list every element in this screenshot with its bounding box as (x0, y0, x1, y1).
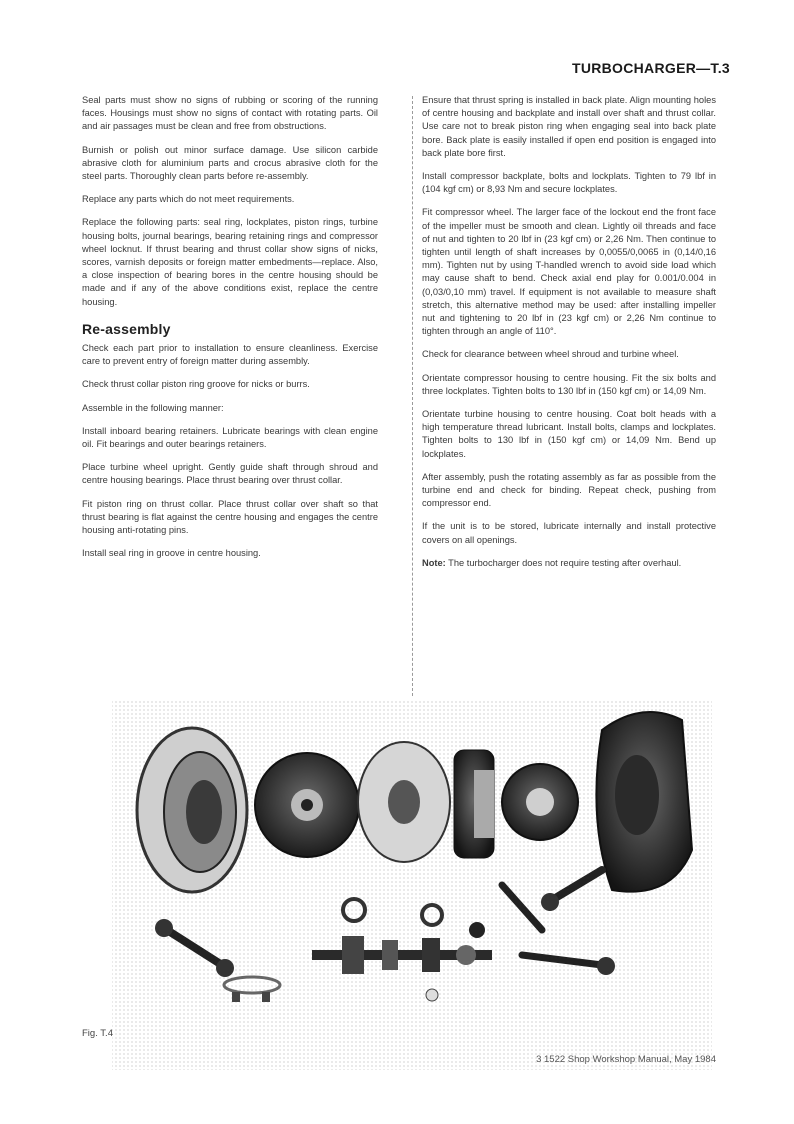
paragraph: After assembly, push the rotating assembly as far as possible from the turbine end and check for binding. Repeat check, pushing from compressor end. (422, 471, 716, 509)
paragraph: Install compressor backplate, bolts and lockplats. Tighten to 79 lbf in (104 kgf cm) or 8,93 Nm and secure lockplates. (422, 171, 716, 195)
paragraph: Assemble in the following manner: (82, 402, 224, 413)
paragraph: Replace any parts which do not meet requirements. (82, 194, 295, 205)
paragraph: Install inboard bearing retainers. Lubricate bearings with clean engine oil. Fit bearings and outer bearings retainers. (82, 425, 378, 450)
figure-label: Fig. T.4 (82, 1028, 113, 1039)
paragraph: Replace the following parts: seal ring, lockplates, piston rings, turbine housing bolts, journal bearings, bearing retaining rings and compressor wheel locknut. If thrust bearing and thrust collar show signs of nicks, scores, varnish deposits or foreign matter embedments—replace. Also, a close inspection of bearing bores in the centre housing should be made and if any of the above conditions exist, replace the centre housing. (82, 217, 378, 307)
column-divider (412, 96, 413, 696)
page-footer: 3 1522 Shop Workshop Manual, May 1984 (536, 1054, 716, 1065)
note-label: Note: (422, 557, 446, 568)
seal-plate (358, 742, 450, 862)
paragraph: Burnish or polish out minor surface damage. Use silicon carbide abrasive cloth for aluminium parts and crocus abrasive cloth for the steel parts. Thoroughly clean parts before re-assembly. (82, 144, 378, 182)
paragraph: Fit piston ring on thrust collar. Place thrust collar over shaft so that thrust bearing is flat against the centre housing and engages the centre housing anti-rotating pins. (82, 498, 378, 536)
paragraph: Fit compressor wheel. The larger face of the lockout end the front face of the impeller must be smooth and clean. Lightly oil threads and face of nut and tighten to 20 lbf in (23 kgf cm) or 2,26 Nm. Then continue to tighten until length of shaft increases by 0,0055/0,0065 in (0,14/0,16 mm). Tighten nut by using T-handled wrench to avoid side load which may cause shaft to bend. Check axial end play for 0.001/0.004 in (0,03/0,10 mm) travel. If equipment is not available to measure shaft stretch, this alternative method may be used: after installing impeller nut and tightening to 20 lbf in (23 kgf cm) or 2,26 Nm continue to tighten through an angle of 110°. (422, 207, 716, 337)
right-column (422, 94, 716, 580)
paragraph: If the unit is to be stored, lubricate internally and install protective covers on all openings. (422, 521, 716, 545)
paragraph: Orientate turbine housing to centre housing. Coat bolt heads with a high temperature thread lubricant. Install bolts, clamps and lockplates. Tighten bolts to 130 lbf in (150 kgf cm) or 14,09 Nm. Bend up lockplates. (422, 409, 716, 459)
centre-housing (454, 750, 494, 858)
section-heading: Re-assembly (82, 320, 171, 337)
compressor-backplate (255, 753, 359, 857)
paragraph: Check each part prior to installation to ensure cleanliness. Exercise care to prevent entry of foreign matter during assembly. (82, 343, 378, 367)
turbine-housing (596, 712, 692, 892)
section-title: TURBOCHARGER—T.3 (571, 60, 730, 76)
left-column (82, 94, 378, 570)
turbine-wheel (502, 764, 578, 840)
compressor-housing (137, 728, 247, 892)
paragraph: Orientate compressor housing to centre housing. Fit the six bolts and three lockplates. Tighten bolts to 130 lbf in (150 kgf cm) or 14,09 Nm. (422, 372, 716, 396)
paragraph: Check for clearance between wheel shroud and turbine wheel. (422, 349, 679, 360)
paragraph: Install seal ring in groove in centre housing. (82, 548, 261, 559)
paragraph: Place turbine wheel upright. Gently guide shaft through shroud and centre housing bearings. Place thrust bearing over thrust collar. (82, 462, 378, 486)
exploded-turbocharger-photo (82, 700, 722, 1070)
paragraph: Seal parts must show no signs of rubbing or scoring of the running faces. Housings must show no signs of contact with rotating parts. Oil and air passages must be clean and free from obstructions. (82, 95, 378, 132)
paragraph: Ensure that thrust spring is installed in back plate. Align mounting holes of centre housing and backplate and install over shaft and thrust collar. Use care not to break piston ring when engaging seal into back plate bore. Back plate is easily installed if open end position is engaged into back plate bore first. (422, 95, 716, 158)
paragraph: Check thrust collar piston ring groove for nicks or burrs. (82, 379, 310, 390)
note-text: The turbocharger does not require testing after overhaul. (445, 557, 682, 568)
note (422, 557, 716, 570)
